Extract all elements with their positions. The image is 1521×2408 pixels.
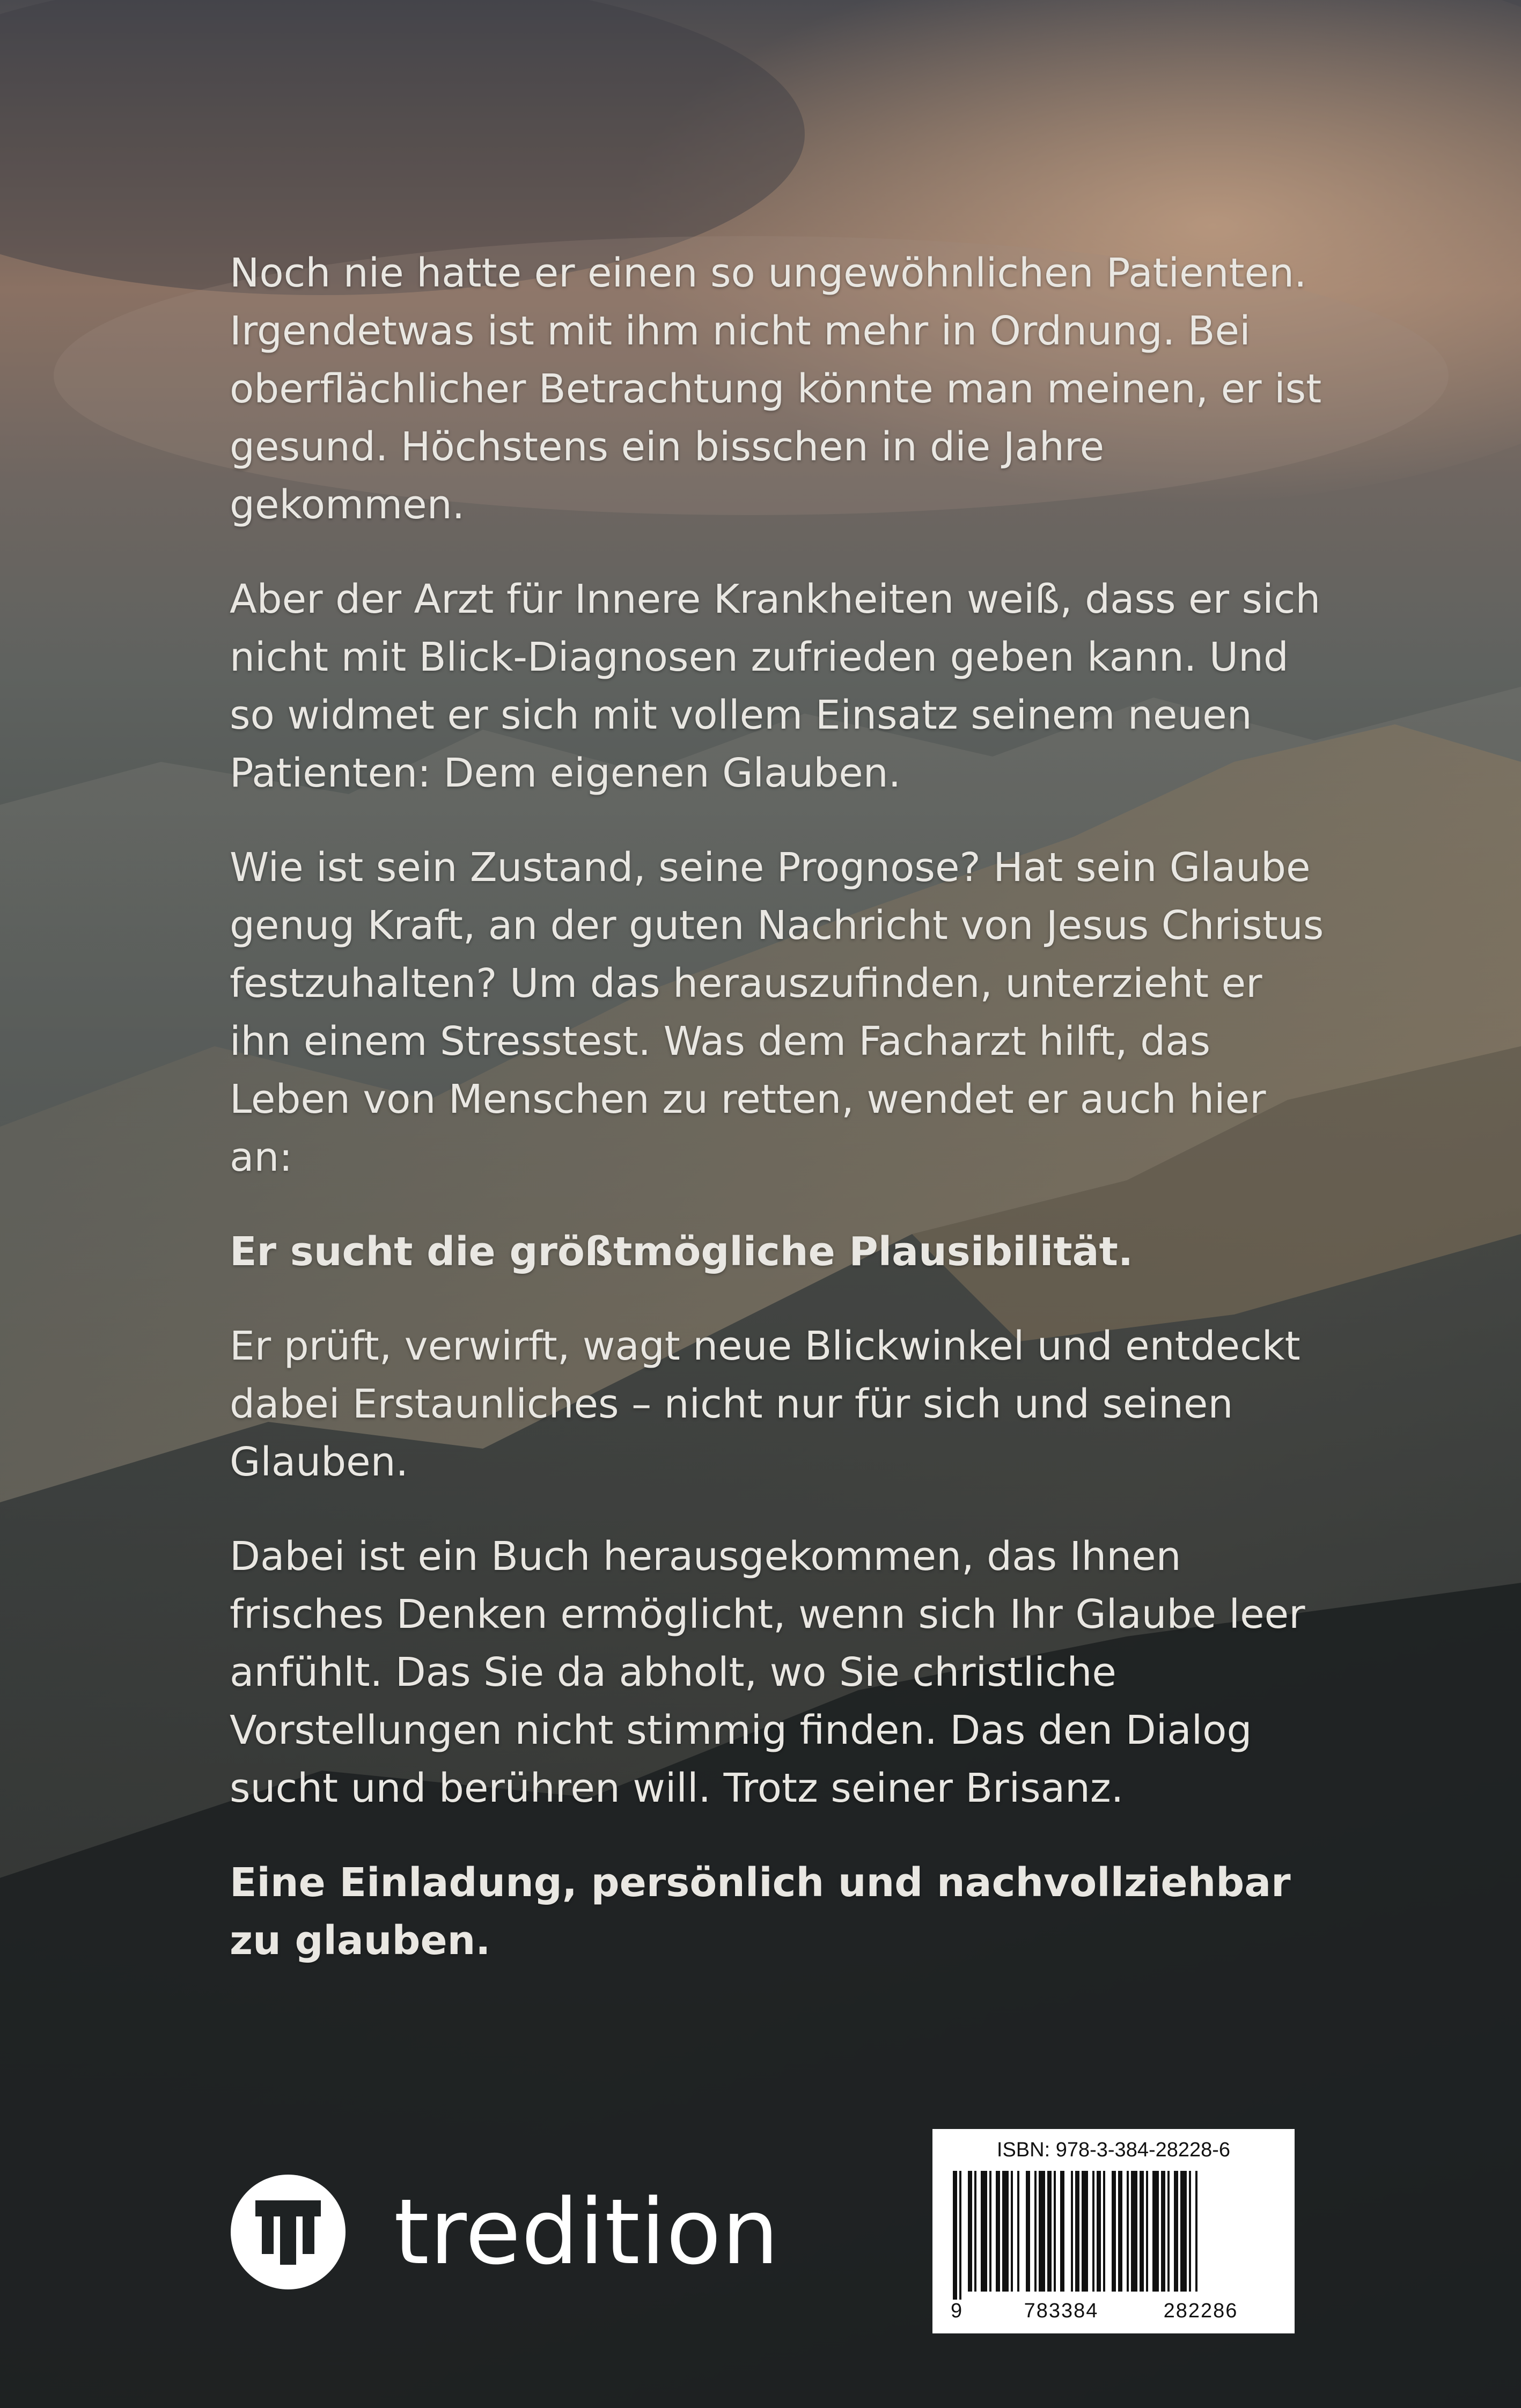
barcode-bar bbox=[1112, 2171, 1116, 2292]
barcode-bar bbox=[1140, 2171, 1144, 2292]
barcode-bar bbox=[1026, 2171, 1030, 2292]
blurb-paragraph-4: Er prüft, verwirft, wagt neue Blickwinkel und entdeckt dabei Erstaunliches – nicht nur für sich und seinen Glauben. bbox=[230, 1323, 1300, 1485]
barcode-bar bbox=[1034, 2171, 1037, 2292]
barcode-bar bbox=[1060, 2171, 1064, 2292]
barcode-bar bbox=[953, 2171, 957, 2300]
barcode-bar bbox=[981, 2171, 987, 2292]
blurb-paragraph-2: Aber der Arzt für Innere Krankheiten weiß, dass er sich nicht mit Blick-Diagnosen zufrieden geben kann. Und so widmet er sich mit vollem Einsatz seinem neuen Patienten: Dem eigenen Glauben. bbox=[230, 576, 1321, 796]
barcode-bar bbox=[1174, 2171, 1178, 2292]
blurb-highlight-1: Er sucht die größtmögliche Plausibilität. bbox=[230, 1229, 1134, 1275]
barcode-bar bbox=[959, 2171, 961, 2300]
barcode-bar bbox=[1011, 2171, 1013, 2292]
blurb-paragraph-1: Noch nie hatte er einen so ungewöhnlichen Patienten. Irgendetwas ist mit ihm nicht mehr in Ordnung. Bei oberflächlicher Betrachtung könnte man meinen, er ist gesund. Höchstens ein bisschen in die Jahre gekommen. bbox=[230, 250, 1322, 528]
blurb-highlight-2: Eine Einladung, persönlich und nachvollziehbar zu glauben. bbox=[230, 1860, 1291, 1964]
blurb-paragraph-3: Wie ist sein Zustand, seine Prognose? Hat sein Glaube genug Kraft, an der guten Nachricht von Jesus Christus festzuhalten? Um das herauszufinden, unterzieht er ihn einem Stresstest. Was dem Facharzt hilft, das Leben von Menschen zu retten, wendet er auch hier an: bbox=[230, 845, 1324, 1180]
blurb-text bbox=[230, 244, 1329, 2006]
barcode-bar bbox=[1189, 2171, 1191, 2292]
tredition-t-logo-icon bbox=[231, 2175, 346, 2289]
barcode-bar bbox=[974, 2171, 976, 2292]
publisher-name: tredition bbox=[394, 2179, 780, 2285]
barcode-bar bbox=[1002, 2171, 1009, 2292]
barcode-bar bbox=[1092, 2171, 1094, 2292]
barcode-bar bbox=[1082, 2171, 1088, 2292]
barcode-bar bbox=[1195, 2171, 1197, 2292]
barcode-bar bbox=[1161, 2171, 1165, 2292]
isbn-barcode bbox=[932, 2129, 1295, 2333]
barcode-bar bbox=[996, 2171, 1000, 2292]
barcode-bar bbox=[968, 2171, 972, 2292]
barcode-bar bbox=[1146, 2171, 1148, 2292]
barcode-digits-left: 783384 bbox=[1024, 2300, 1099, 2322]
publisher-logo bbox=[231, 2173, 780, 2291]
barcode-bar bbox=[1118, 2171, 1122, 2292]
barcode-bar bbox=[1097, 2171, 1101, 2292]
barcode-bar bbox=[989, 2171, 991, 2292]
barcode-bar bbox=[1152, 2171, 1159, 2292]
barcode-bar bbox=[1039, 2171, 1045, 2292]
barcode-bar bbox=[1167, 2171, 1170, 2292]
barcode-bar bbox=[1071, 2171, 1073, 2292]
barcode-bar bbox=[1017, 2171, 1019, 2292]
barcode-bar bbox=[1075, 2171, 1079, 2292]
isbn-label: ISBN: 978-3-384-28228-6 bbox=[996, 2139, 1231, 2161]
barcode-digits-right: 282286 bbox=[1163, 2300, 1238, 2322]
blurb-paragraph-5: Dabei ist ein Buch herausgekommen, das Ihnen frisches Denken ermöglicht, wenn sich Ihr Glaube leer anfühlt. Das Sie da abholt, wo Sie christliche Vorstellungen nicht stimmig finden. Das den Dialog sucht und berühren will. Trotz seiner Brisanz. bbox=[230, 1533, 1305, 1811]
barcode-bar bbox=[1054, 2171, 1056, 2292]
barcode-bar bbox=[1180, 2171, 1187, 2292]
barcode-digit-first: 9 bbox=[951, 2300, 962, 2322]
barcode-bar bbox=[1131, 2171, 1137, 2292]
barcode-bar bbox=[1047, 2171, 1052, 2292]
barcode-bar bbox=[1103, 2171, 1105, 2292]
barcode-bar bbox=[1127, 2171, 1129, 2292]
barcode-bars bbox=[953, 2171, 1275, 2300]
